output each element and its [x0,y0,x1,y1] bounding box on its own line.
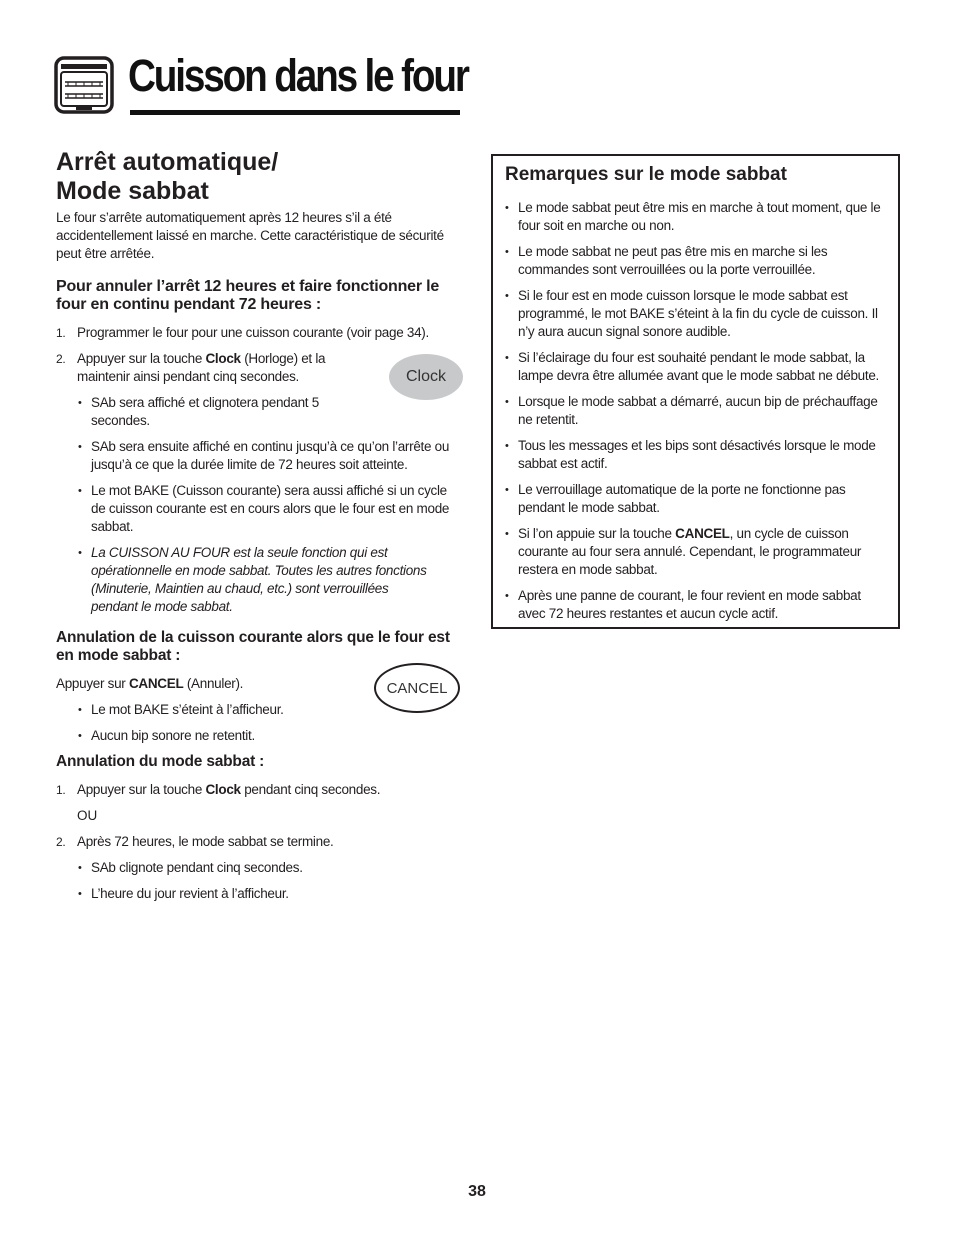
section-heading-line1: Arrêt automatique/ [56,148,279,176]
cancel-sabbath-bullets [56,859,464,903]
note-item: • Si l’éclairage du four est souhaité pendant le mode sabbat, la lampe devra être allumée avant que le mode sabbat ne débute. [505,349,888,385]
notes-list [505,199,888,623]
step-text-key: Clock [205,351,241,366]
bullet-item: • Le mot BAKE (Cuisson courante) sera aussi affiché si un cycle de cuisson courante est en cours alors que le four est en mode sabbat. [56,482,464,536]
cancel-sabbath-steps [56,781,464,799]
note-item: • Lorsque le mode sabbat a démarré, aucun bip de préchauffage ne retentit. [505,393,888,429]
cancel-text-pre: Appuyer sur [56,676,129,691]
cancel-key-illustration: CANCEL [374,663,460,713]
bullet-item: • L’heure du jour revient à l’afficheur. [56,885,464,903]
note-item: • Le mode sabbat ne peut pas être mis en marche si les commandes sont verrouillées ou la porte verrouillée. [505,243,888,279]
step-item [56,781,464,799]
section-heading [56,148,464,206]
cancel-sabbath-heading: Annulation du mode sabbat : [56,753,265,770]
or-text: OU [77,808,98,823]
sabbath-section [56,148,464,911]
cancel-text-key: CANCEL [128,676,184,691]
step-text-key: Clock [205,782,241,797]
step-item [56,324,464,342]
step-item [56,833,464,851]
note-item [505,525,888,579]
page-number: 38 [468,1183,486,1200]
page-header [54,50,468,118]
step-number: 1. [56,326,66,340]
note-item: • Si le four est en mode cuisson lorsque le mode sabbat est programmé, le mot BAKE s’éteint à la fin du cycle de cuisson. Il n’y aura aucun signal sonore audible. [505,287,888,341]
cancel-bake-heading: Annulation de la cuisson courante alors que le four est en mode sabbat : [56,629,450,664]
step-number: 1. [56,783,66,797]
title-rule [130,110,460,115]
step-text: Après 72 heures, le mode sabbat se termine. [77,834,334,849]
step-number: 2. [56,352,66,366]
step-item [56,350,367,386]
bullet-item: • SAb sera ensuite affiché en continu jusqu’à ce qu’on l’arrête ou jusqu’à ce que la durée limite de 72 heures soit atteinte. [56,438,464,474]
sabbath-notes-box [491,154,900,629]
cancel-text-post: (Annuler). [183,676,244,691]
cancel-12h-heading: Pour annuler l’arrêt 12 heures et faire fonctionner le four en continu pendant 72 heures : [56,278,440,313]
step-text-pre: Appuyer sur la touche [77,351,206,366]
step-text-pre: Appuyer sur la touche [77,782,206,797]
clock-key-illustration: Clock [389,354,463,400]
chapter-title: Cuisson dans le four [128,50,468,101]
bullet-item: • SAb clignote pendant cinq secondes. [56,859,464,877]
note-item: • Après une panne de courant, le four revient en mode sabbat avec 72 heures restantes et aucun cycle actif. [505,587,888,623]
note-item: • Le mode sabbat peut être mis en marche à tout moment, que le four soit en marche ou non. [505,199,888,235]
cancel-sabbath-steps-2 [56,833,464,851]
note-text-post: , un cycle de cuisson courante au four sera annulé. Cependant, le programmateur restera en mode sabbat. [518,526,862,577]
section-heading-line2: Mode sabbat [56,177,209,205]
notes-title: Remarques sur le mode sabbat [505,164,787,185]
note-item: • Tous les messages et les bips sont désactivés lorsque le mode sabbat est actif. [505,437,888,473]
note-text-key: CANCEL [675,526,730,541]
step-text: Programmer le four pour une cuisson courante (voir page 34). [77,325,429,340]
note-item: • Le verrouillage automatique de la porte ne fonctionne pas pendant le mode sabbat. [505,481,888,517]
step-text-post: (Horloge) et la maintenir ainsi pendant cinq secondes. [77,351,326,384]
bullet-item: • Aucun bip sonore ne retentit. [56,727,464,745]
intro-text: Le four s’arrête automatiquement après 12 heures s’il a été accidentellement laissé en marche. Cette caractéristique de sécurité peut être arrêtée. [56,210,444,261]
note-text-pre: Si l’on appuie sur la touche [518,526,676,541]
step-number: 2. [56,835,66,849]
step-text-post: pendant cinq secondes. [240,782,381,797]
bullet-item: • La CUISSON AU FOUR est la seule fonction qui est opérationnelle en mode sabbat. Toutes les autres fonctions (Minuterie, Maintien au chaud, etc.) sont verrouillées pendant le mode sabbat. [56,544,436,616]
step2-bullets [56,394,464,616]
bullet-item: • Le mot BAKE s’éteint à l’afficheur. [56,701,464,719]
oven-icon [54,56,114,114]
bullet-item: • SAb sera affiché et clignotera pendant 5 secondes. [56,394,361,430]
